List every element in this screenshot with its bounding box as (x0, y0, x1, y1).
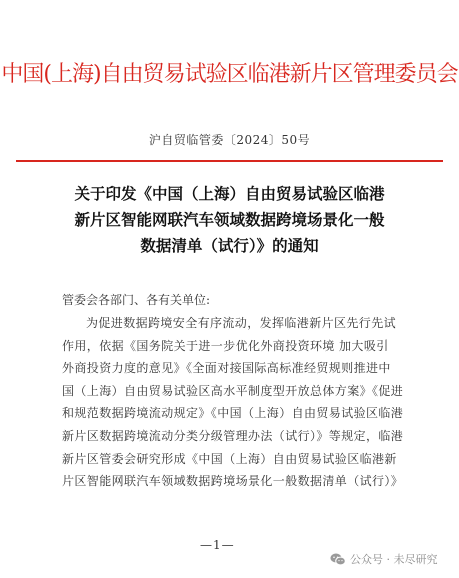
issuing-authority-title: 中国(上海)自由贸易试验区临港新片区管理委员会 (1, 62, 458, 87)
watermark (330, 551, 438, 567)
body-line: 外商投资力度的意见》《全面对接国际高标准经贸规则推进中 (62, 361, 391, 376)
body-line: 新片区管委会研究形成《中国（上海）自由贸易试验区临港新 (62, 451, 397, 466)
body-line: 新片区数据跨境流动分类分级管理办法（试行）》等规定，临港 (62, 428, 404, 443)
notice-title-line: 新片区智能网联汽车领域数据跨境场景化一般 (74, 210, 385, 229)
salutation: 管委会各部门、各有关单位: (62, 293, 211, 307)
document-number: 沪自贸临管委〔2024〕50号 (148, 133, 311, 147)
page-number: —1— (200, 538, 235, 552)
notice-title-line: 数据清单（试行）》的通知 (140, 236, 319, 255)
body-line: 和规范数据跨境流动规定》《中国（上海）自由贸易试验区临港 (62, 406, 404, 421)
body-paragraph (62, 312, 407, 493)
notice-title (0, 181, 459, 259)
body-line: 作用，依据《国务院关于进一步优化外商投资环境 加大吸引 (62, 338, 389, 353)
red-separator-line (16, 160, 443, 162)
watermark-text: 公众号 · 未尽研究 (350, 553, 438, 566)
wechat-icon (330, 553, 346, 566)
body-line: 片区智能网联汽车领域数据跨境场景化一般数据清单（试行）》 (62, 474, 404, 489)
body-line: 国（上海）自由贸易试验区高水平制度型开放总体方案》《促进 (62, 383, 404, 398)
body-line: 为促进数据跨境安全有序流动，发挥临港新片区先行先试 (86, 316, 397, 330)
notice-title-line: 关于印发《中国（上海）自由贸易试验区临港 (74, 184, 385, 203)
